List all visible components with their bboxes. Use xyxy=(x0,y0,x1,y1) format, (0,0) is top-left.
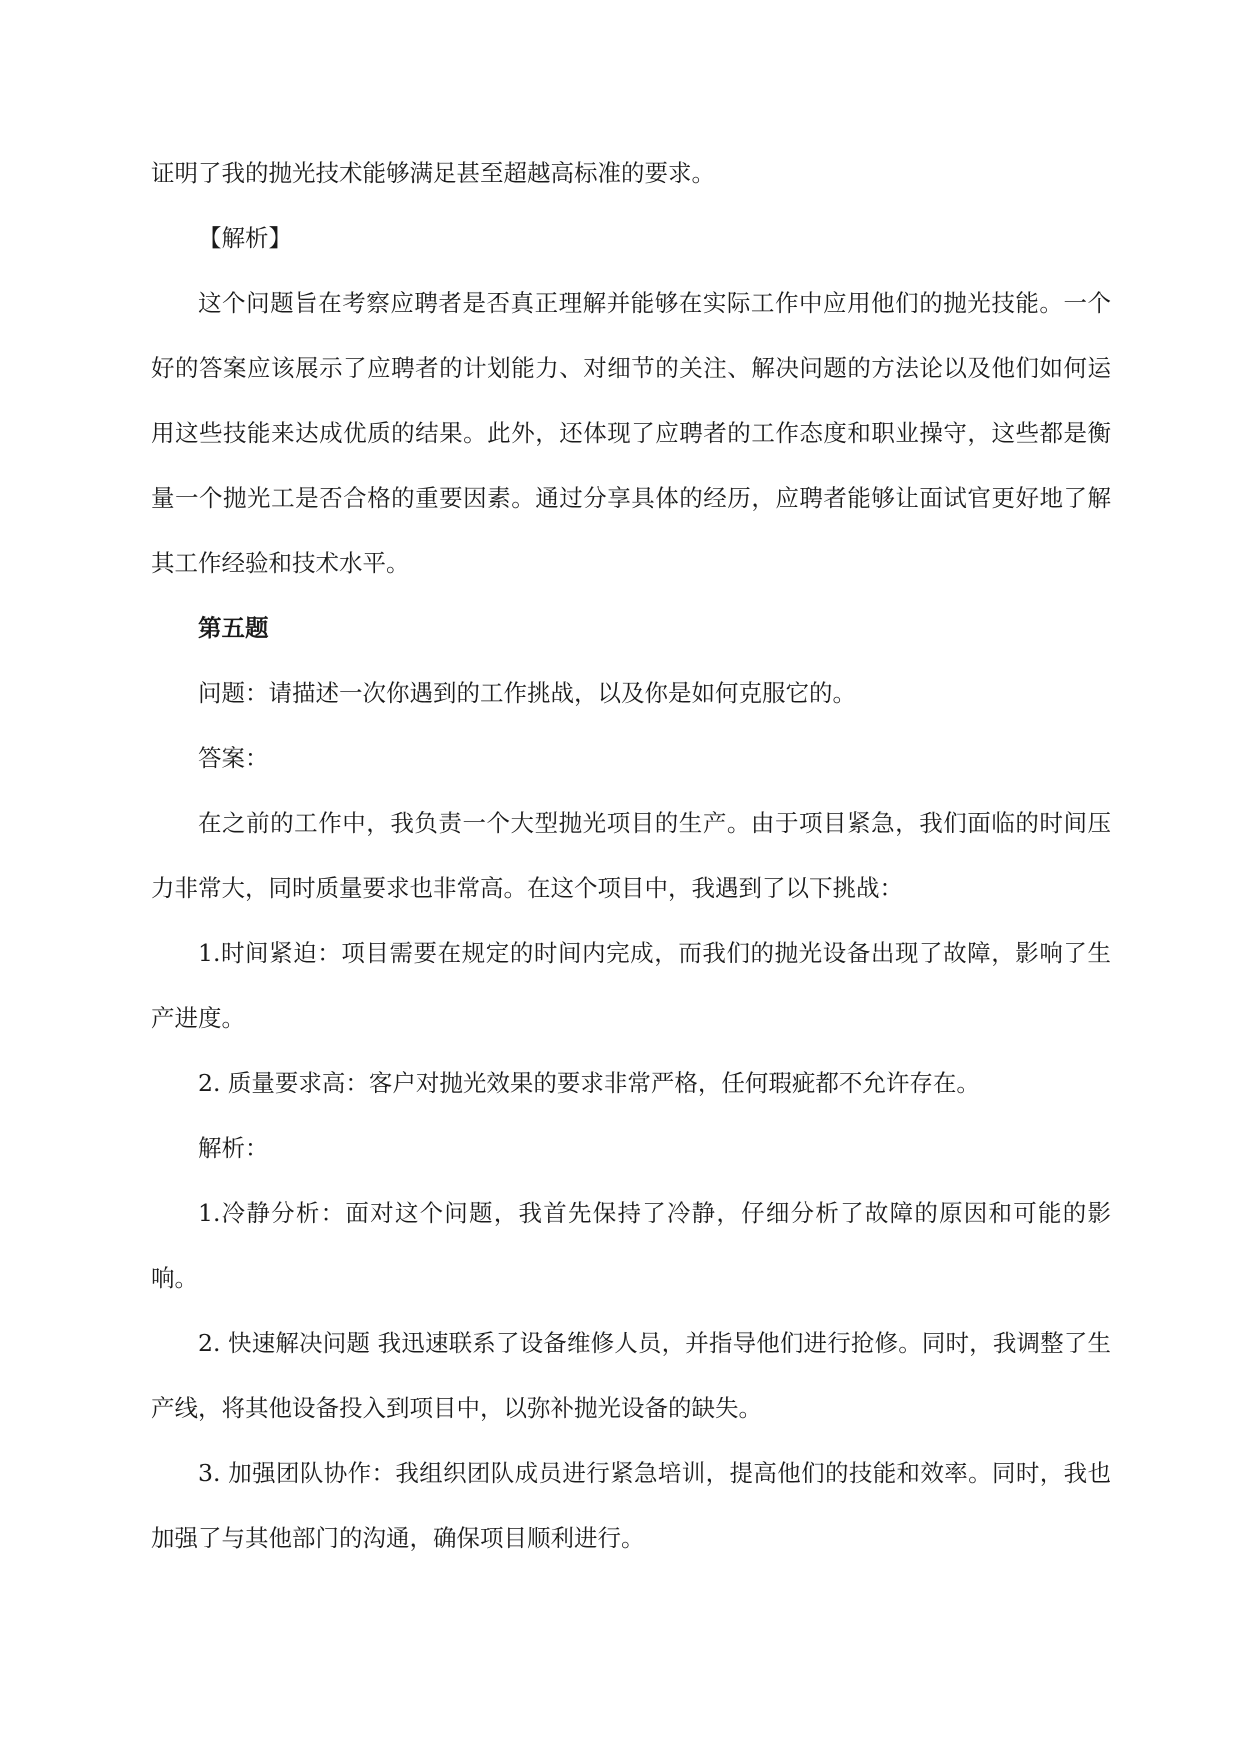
document-body xyxy=(151,141,1111,1571)
challenge-item-2: 2. 质量要求高：客户对抛光效果的要求非常严格，任何瑕疵都不允许存在。 xyxy=(198,1069,980,1097)
answer-label: 答案： xyxy=(198,744,269,772)
solution-label: 解析： xyxy=(198,1134,269,1162)
analysis-label: 【解析】 xyxy=(198,224,292,252)
solution-item-2: 2. 快速解决问题 我迅速联系了设备维修人员，并指导他们进行抢修。同时，我调整了生产线，将其他设备投入到项目中，以弥补抛光设备的缺失。 xyxy=(151,1329,1111,1422)
paragraph-continuation: 证明了我的抛光技术能够满足甚至超越高标准的要求。 xyxy=(151,159,715,187)
solution-item-1: 1.冷静分析：面对这个问题，我首先保持了冷静，仔细分析了故障的原因和可能的影响。 xyxy=(151,1199,1111,1292)
question-text: 问题：请描述一次你遇到的工作挑战，以及你是如何克服它的。 xyxy=(198,679,856,707)
challenge-item-1: 1.时间紧迫：项目需要在规定的时间内完成，而我们的抛光设备出现了故障，影响了生产进度。 xyxy=(151,939,1111,1032)
question-five-heading: 第五题 xyxy=(198,614,269,642)
solution-item-3: 3. 加强团队协作：我组织团队成员进行紧急培训，提高他们的技能和效率。同时，我也加强了与其他部门的沟通，确保项目顺利进行。 xyxy=(151,1459,1111,1552)
answer-intro-paragraph: 在之前的工作中，我负责一个大型抛光项目的生产。由于项目紧急，我们面临的时间压力非常大，同时质量要求也非常高。在这个项目中，我遇到了以下挑战： xyxy=(151,809,1111,902)
analysis-paragraph: 这个问题旨在考察应聘者是否真正理解并能够在实际工作中应用他们的抛光技能。一个好的答案应该展示了应聘者的计划能力、对细节的关注、解决问题的方法论以及他们如何运用这些技能来达成优质的结果。此外，还体现了应聘者的工作态度和职业操守，这些都是衡量一个抛光工是否合格的重要因素。通过分享具体的经历，应聘者能够让面试官更好地了解其工作经验和技术水平。 xyxy=(151,289,1111,577)
